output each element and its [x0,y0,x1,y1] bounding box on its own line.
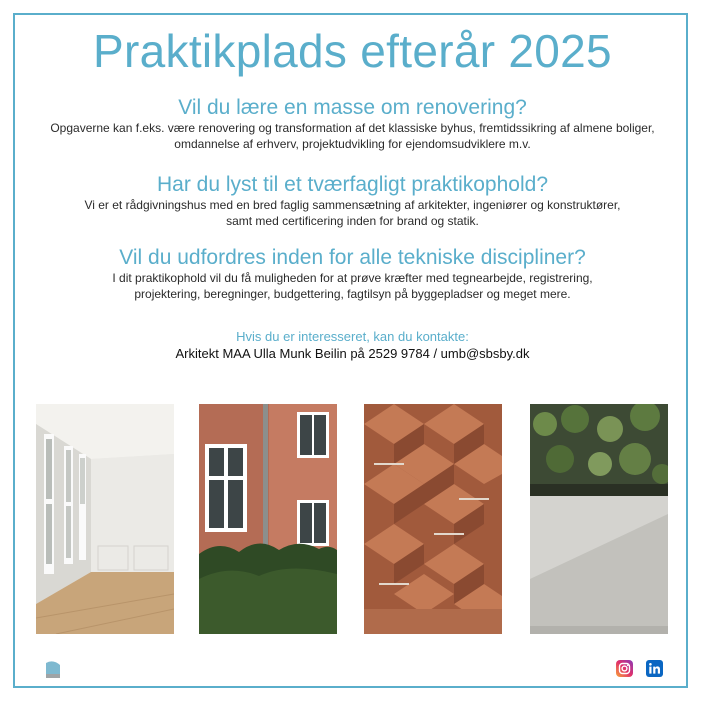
section-heading: Har du lyst til et tværfagligt praktikophold? [156,173,548,196]
section-heading: Vil du udfordres inden for alle tekniske discipliner? [119,246,586,269]
section-body-line: omdannelse af erhverv, projektudvikling for ejendomsudviklere m.v. [174,137,531,151]
photo-facade [199,404,337,634]
section-body-line: Opgaverne kan f.eks. være renovering og transformation af det klassiske byhus, fremtidssikring af almene boliger, [50,121,655,135]
section-heading: Vil du lære en masse om renovering? [178,96,527,119]
section-tekniske [30,246,675,302]
section-renovering [30,96,675,152]
instagram-icon[interactable] [616,660,633,677]
photo-interior-room [36,404,174,634]
contact-details: Arkitekt MAA Ulla Munk Beilin på 2529 9784 / umb@sbsby.dk [175,346,530,361]
sbs-logo-icon [44,659,62,679]
page-title: Praktikplads efterår 2025 [93,25,612,77]
section-body-line: Vi er et rådgivningshus med en bred faglig sammensætning af arkitekter, ingeniører og konstruktører, [84,198,621,212]
contact-label: Hvis du er interesseret, kan du kontakte: [236,329,469,344]
photo-roof-tiles [364,404,502,634]
section-body-line: samt med certificering inden for brand og statik. [226,214,479,228]
linkedin-icon[interactable] [646,660,663,677]
section-body-line: projektering, beregninger, budgettering, fagtilsyn på byggepladser og meget mere. [134,287,571,301]
section-tvaerfagligt [30,173,675,229]
section-body-line: I dit praktikophold vil du få muligheden for at prøve kræfter med tegnearbejde, registrering, [112,271,593,285]
photo-green-roof [530,404,668,634]
